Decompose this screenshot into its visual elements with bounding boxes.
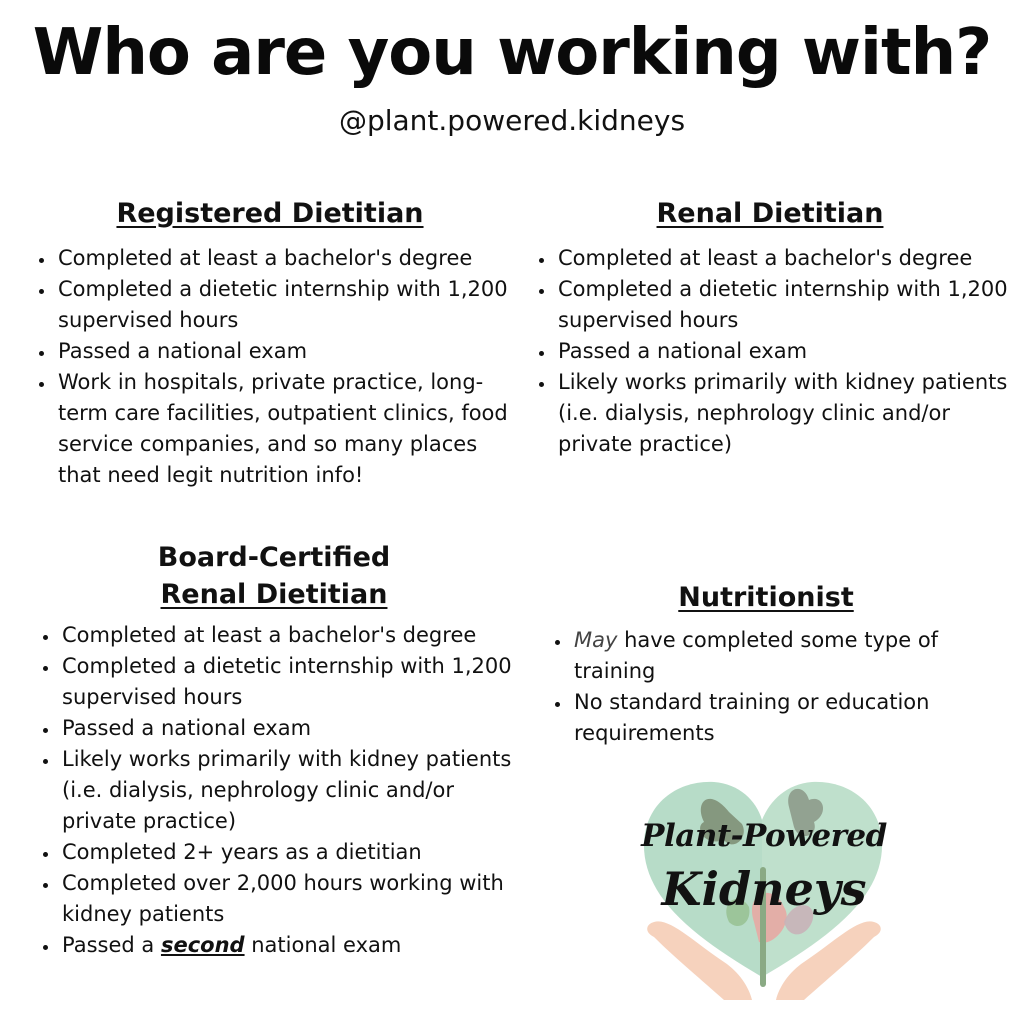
renal-dietitian-heading: Renal Dietitian [656, 198, 884, 229]
board-certified-section [34, 542, 514, 961]
list-item: • Completed a dietetic internship with 1,200 supervised hours [56, 274, 510, 336]
registered-dietitian-heading: Registered Dietitian [116, 198, 424, 229]
list-item [572, 625, 986, 687]
list-item: • Work in hospitals, private practice, long-term care facilities, outpatient clinics, food service companies, and so many places that need legit nutrition info! [56, 367, 510, 491]
nutritionist-list [546, 625, 986, 749]
list-item [60, 930, 514, 961]
nutritionist-section [546, 582, 986, 749]
list-item: • Completed at least a bachelor's degree [56, 243, 510, 274]
board-certified-list [34, 620, 514, 961]
list-item: • Completed a dietetic internship with 1,200 supervised hours [556, 274, 1010, 336]
board-certified-heading-line2: Renal Dietitian [160, 579, 388, 610]
list-item: • Passed a national exam [60, 713, 514, 744]
emphasis-text: May [574, 628, 618, 652]
list-item-text: national exam [244, 933, 402, 957]
plant-powered-kidneys-logo [634, 772, 894, 1002]
list-item: • No standard training or education requirements [572, 687, 986, 749]
logo-text-line1: Plant-Powered [641, 818, 887, 854]
list-item-text: have completed some type of training [574, 628, 939, 683]
logo-text-line2: Kidneys [661, 862, 867, 916]
list-item: • Likely works primarily with kidney patients (i.e. dialysis, nephrology clinic and/or private practice) [60, 744, 514, 837]
board-certified-heading-line1: Board-Certified [157, 542, 391, 573]
renal-dietitian-section [530, 198, 1010, 460]
list-item: • Passed a national exam [56, 336, 510, 367]
emphasis-text: second [160, 933, 245, 957]
list-item-text: Passed a [62, 933, 161, 957]
list-item: • Completed over 2,000 hours working with kidney patients [60, 868, 514, 930]
list-item: • Completed at least a bachelor's degree [60, 620, 514, 651]
registered-dietitian-section [30, 198, 510, 491]
list-item: • Passed a national exam [556, 336, 1010, 367]
account-handle: @plant.powered.kidneys [338, 104, 686, 137]
renal-dietitian-list [530, 243, 1010, 460]
nutritionist-heading: Nutritionist [678, 582, 854, 613]
registered-dietitian-list [30, 243, 510, 491]
list-item: • Completed 2+ years as a dietitian [60, 837, 514, 868]
list-item: • Likely works primarily with kidney patients (i.e. dialysis, nephrology clinic and/or private practice) [556, 367, 1010, 460]
page-title: Who are you working with? [32, 16, 992, 90]
list-item: • Completed a dietetic internship with 1,200 supervised hours [60, 651, 514, 713]
list-item: • Completed at least a bachelor's degree [556, 243, 1010, 274]
